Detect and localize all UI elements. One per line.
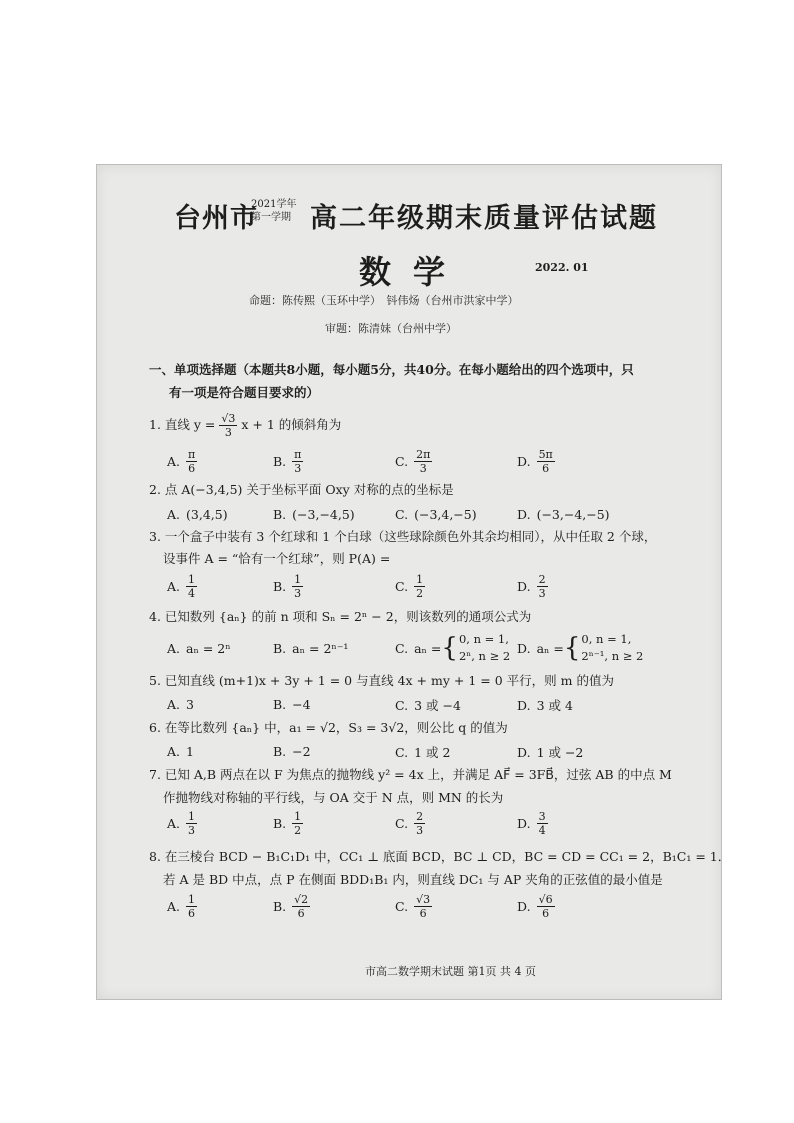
- q1-stem-a: 1. 直线 y =: [149, 417, 220, 432]
- q2-option-c[interactable]: [395, 506, 477, 522]
- case-line: 0, n = 1,: [458, 632, 509, 646]
- q6-option-c[interactable]: [395, 743, 450, 761]
- option-label: B.: [273, 697, 287, 712]
- q1-stem-b: x + 1 的倾斜角为: [237, 417, 342, 432]
- option-label: B.: [273, 454, 287, 469]
- option-fraction: [186, 448, 197, 475]
- frac-num: √3: [416, 893, 431, 906]
- option-fraction: [292, 893, 310, 920]
- authors-line: 命题：陈传熙（玉环中学） 钭伟炀（台州市洪家中学）: [249, 294, 519, 307]
- option-fraction: [292, 810, 303, 837]
- frac-num: √6: [538, 893, 553, 906]
- q6-option-b[interactable]: [273, 743, 311, 759]
- frac-num: 2π: [416, 448, 431, 461]
- q5-option-b[interactable]: [273, 696, 311, 712]
- question-1-stem: [149, 412, 341, 439]
- option-label: D.: [517, 697, 531, 713]
- option-label: A.: [167, 744, 181, 759]
- case-line: 0, n = 1,: [581, 632, 632, 646]
- case-line: 2ⁿ⁻¹, n ≥ 2: [581, 649, 644, 663]
- option-text: 1 或 −2: [536, 745, 584, 760]
- q2-option-b[interactable]: [273, 506, 355, 522]
- option-label: B.: [273, 641, 287, 656]
- q5-option-c[interactable]: [395, 696, 461, 714]
- q1-option-b[interactable]: [273, 448, 303, 475]
- q8-option-d[interactable]: [517, 893, 555, 920]
- q6-option-a[interactable]: [167, 743, 194, 759]
- q4-option-d[interactable]: [517, 631, 643, 665]
- frac-num: 1: [188, 573, 196, 586]
- frac-den: 3: [419, 462, 427, 475]
- option-text: 3 或 −4: [414, 698, 461, 713]
- q7-option-a[interactable]: [167, 810, 197, 837]
- option-text: (−3,−4,−5): [536, 507, 610, 522]
- q1-option-a[interactable]: [167, 448, 197, 475]
- frac-num: π: [294, 448, 302, 461]
- left-brace-icon: {: [441, 633, 458, 663]
- q8-option-c[interactable]: [395, 893, 432, 920]
- option-fraction: [414, 893, 432, 920]
- option-label: D.: [517, 816, 531, 831]
- case-line: 2ⁿ, n ≥ 2: [458, 649, 511, 663]
- q3-option-b[interactable]: [273, 573, 303, 600]
- exam-paper: [96, 164, 731, 1000]
- option-fraction: [292, 448, 303, 475]
- q1-fraction: [219, 412, 237, 439]
- frac-den: 3: [416, 824, 424, 837]
- frac-num: 2: [416, 810, 424, 823]
- frac-num: 1: [188, 810, 196, 823]
- option-fraction: [186, 893, 197, 920]
- option-label: C.: [395, 579, 409, 594]
- frac-den: 4: [188, 587, 196, 600]
- frac-den: 3: [538, 587, 546, 600]
- subject-title: 数学: [359, 253, 468, 291]
- option-fraction: [537, 810, 548, 837]
- option-label: C.: [395, 640, 409, 656]
- question-6-stem: 6. 在等比数列 {aₙ} 中，a₁ = √2，S₃ = 3√2，则公比 q 的值为: [149, 720, 508, 735]
- option-label: A.: [167, 579, 181, 594]
- option-fraction: [186, 573, 197, 600]
- option-fraction: [414, 573, 425, 600]
- option-text: 1: [186, 744, 194, 759]
- option-prefix: aₙ =: [414, 640, 442, 656]
- frac-den: 6: [542, 907, 550, 920]
- question-8-stem-line1: 8. 在三棱台 BCD − B₁C₁D₁ 中，CC₁ ⊥ 底面 BCD，BC ⊥ CD，BC = CD = CC₁ = 2，B₁C₁ = 1．: [149, 849, 731, 864]
- option-label: A.: [167, 697, 181, 712]
- option-text: 3: [186, 697, 194, 712]
- option-label: C.: [395, 744, 409, 760]
- frac-den: 2: [294, 824, 302, 837]
- frac-num: 1: [188, 893, 196, 906]
- option-label: D.: [517, 454, 531, 469]
- frac-den: 3: [294, 462, 302, 475]
- frac-den: 3: [294, 587, 302, 600]
- reviewer-line: 审题：陈清妹（台州中学）: [325, 322, 457, 335]
- q1-option-c[interactable]: [395, 448, 432, 475]
- frac-den: 6: [297, 907, 305, 920]
- option-text: 3 或 4: [536, 698, 573, 713]
- option-label: D.: [517, 744, 531, 760]
- option-text: 1 或 2: [414, 745, 451, 760]
- question-7-stem-line2: 作抛物线对称轴的平行线，与 OA 交于 N 点，则 MN 的长为: [163, 790, 504, 805]
- option-fraction: [186, 810, 197, 837]
- option-text: −4: [292, 697, 311, 712]
- year-label: 2021学年: [251, 199, 297, 210]
- q5-option-d[interactable]: [517, 696, 573, 714]
- option-label: D.: [517, 640, 531, 656]
- frac-num: 3: [538, 810, 546, 823]
- section-heading-line1: 一、单项选择题（本题共8小题，每小题5分，共40分。在每小题给出的四个选项中，只: [149, 362, 634, 377]
- left-brace-icon: {: [563, 633, 581, 663]
- option-label: B.: [273, 579, 287, 594]
- option-text: (3,4,5): [186, 507, 228, 522]
- frac-num: √2: [294, 893, 309, 906]
- question-3-stem-line1: 3. 一个盒子中装有 3 个红球和 1 个白球（这些球除颜色外其余均相同），从中任取 2 个球，: [149, 529, 657, 544]
- q2-option-a[interactable]: [167, 506, 228, 522]
- q2-option-d[interactable]: [517, 506, 610, 522]
- frac-num: π: [188, 448, 196, 461]
- option-text: aₙ = 2ⁿ: [186, 641, 231, 656]
- option-label: C.: [395, 899, 409, 914]
- frac-den: 6: [188, 462, 196, 475]
- frac-num: 1: [416, 573, 424, 586]
- option-label: B.: [273, 816, 287, 831]
- question-5-stem: 5. 已知直线 (m+1)x + 3y + 1 = 0 与直线 4x + my + 1 = 0 平行，则 m 的值为: [149, 673, 614, 688]
- option-label: C.: [395, 454, 409, 469]
- piecewise-cases: [581, 631, 643, 665]
- option-label: C.: [395, 507, 409, 522]
- question-3-stem-line2: 设事件 A = “恰有一个红球”，则 P(A) =: [163, 551, 391, 566]
- frac-den: 3: [188, 824, 196, 837]
- frac-den: 6: [419, 907, 427, 920]
- section-heading-line2: 有一项是符合题目要求的）: [169, 385, 320, 400]
- q3-option-d[interactable]: [517, 573, 548, 600]
- option-label: D.: [517, 579, 531, 594]
- question-2-stem: 2. 点 A(−3,4,5) 关于坐标平面 Oxy 对称的点的坐标是: [149, 482, 454, 497]
- q8-option-b[interactable]: [273, 893, 310, 920]
- option-label: C.: [395, 816, 409, 831]
- q1-frac-den: 3: [224, 426, 232, 439]
- frac-num: 1: [294, 573, 302, 586]
- q8-option-a[interactable]: [167, 893, 197, 920]
- option-label: A.: [167, 641, 181, 656]
- option-prefix: aₙ =: [536, 640, 564, 656]
- piecewise-cases: [459, 631, 510, 665]
- q3-option-c[interactable]: [395, 573, 425, 600]
- q3-option-a[interactable]: [167, 573, 197, 600]
- exam-title: 高二年级期末质量评估试题: [310, 203, 658, 234]
- q4-option-c[interactable]: [395, 631, 510, 665]
- option-text: aₙ = 2ⁿ⁻¹: [292, 641, 349, 656]
- option-label: C.: [395, 697, 409, 713]
- option-label: B.: [273, 744, 287, 759]
- frac-num: 5π: [538, 448, 553, 461]
- option-label: B.: [273, 899, 287, 914]
- q1-option-d[interactable]: [517, 448, 555, 475]
- q4-option-b[interactable]: [273, 640, 348, 656]
- exam-date: 2022. 01: [535, 261, 589, 274]
- frac-den: 6: [542, 462, 550, 475]
- option-label: B.: [273, 507, 287, 522]
- q7-option-c[interactable]: [395, 810, 425, 837]
- option-fraction: [414, 810, 425, 837]
- frac-num: 2: [538, 573, 546, 586]
- term-label: [251, 198, 296, 224]
- q7-option-b[interactable]: [273, 810, 303, 837]
- city-title: 台州市: [174, 203, 258, 234]
- option-label: A.: [167, 816, 181, 831]
- option-fraction: [537, 893, 555, 920]
- option-fraction: [537, 573, 548, 600]
- semester-label: 第一学期: [251, 212, 291, 223]
- question-7-stem-line1: 7. 已知 A,B 两点在以 F 为焦点的抛物线 y² = 4x 上，并满足 AF⃗ = 3FB⃗，过弦 AB 的中点 M: [149, 767, 672, 782]
- option-text: −2: [292, 744, 311, 759]
- option-label: A.: [167, 899, 181, 914]
- q4-option-a[interactable]: [167, 640, 231, 656]
- option-fraction: [292, 573, 303, 600]
- q7-option-d[interactable]: [517, 810, 548, 837]
- option-fraction: [414, 448, 432, 475]
- q1-frac-num: √3: [221, 412, 236, 425]
- option-label: D.: [517, 899, 531, 914]
- page-footer: 市高二数学期末试题 第1页 共 4 页: [365, 965, 536, 978]
- option-text: (−3,−4,5): [292, 507, 355, 522]
- frac-den: 6: [188, 907, 196, 920]
- option-label: D.: [517, 507, 531, 522]
- option-fraction: [537, 448, 555, 475]
- q6-option-d[interactable]: [517, 743, 583, 761]
- option-text: (−3,4,−5): [414, 507, 477, 522]
- frac-num: 1: [294, 810, 302, 823]
- question-4-stem: 4. 已知数列 {aₙ} 的前 n 项和 Sₙ = 2ⁿ − 2，则该数列的通项公式为: [149, 609, 532, 624]
- frac-den: 2: [416, 587, 424, 600]
- option-label: A.: [167, 454, 181, 469]
- question-8-stem-line2: 若 A 是 BD 中点，点 P 在侧面 BDD₁B₁ 内，则直线 DC₁ 与 AP 夹角的正弦值的最小值是: [163, 872, 663, 887]
- q5-option-a[interactable]: [167, 696, 194, 712]
- option-label: A.: [167, 507, 181, 522]
- frac-den: 4: [538, 824, 546, 837]
